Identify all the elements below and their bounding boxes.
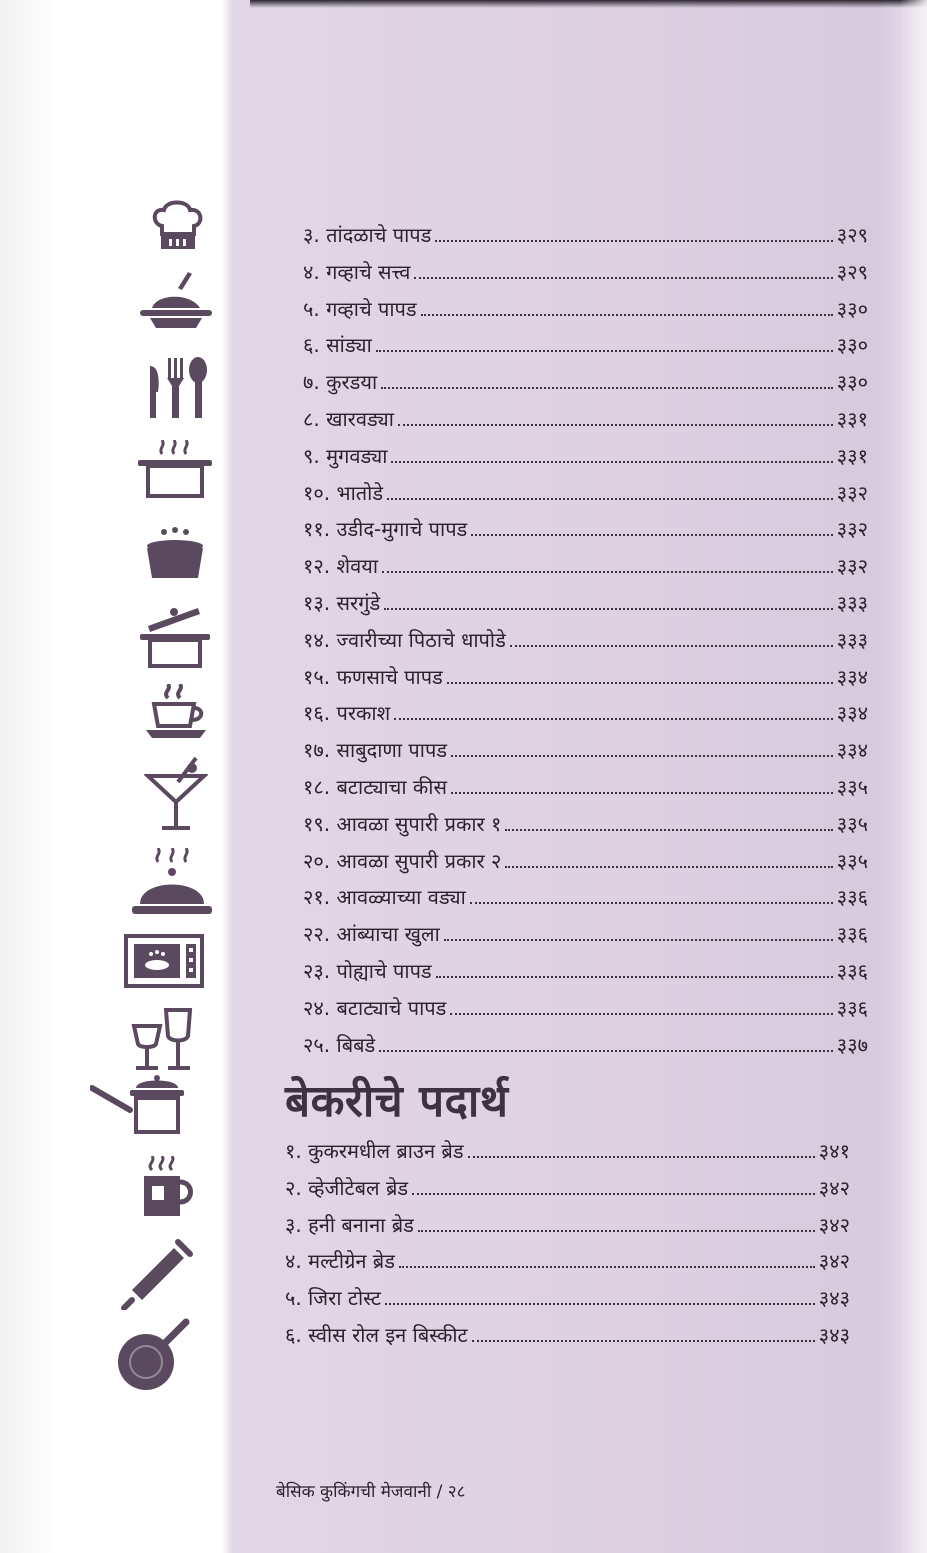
toc-entry (303, 433, 868, 469)
toc-entry (303, 543, 868, 579)
toc-entry-page: ३४२ (818, 1249, 850, 1274)
toc-entry (303, 617, 868, 653)
toc-entry (303, 322, 868, 358)
toc-entry-number: ५. (303, 296, 327, 321)
toc-entry-title: कुकरमधील ब्राउन ब्रेड (308, 1139, 464, 1163)
rolling-pin-icon (120, 1236, 196, 1310)
toc-entry-number: १४. (303, 627, 337, 652)
toc-entry-page: ३३५ (836, 775, 868, 799)
toc-entry-page: ३४२ (818, 1175, 850, 1200)
dot-leader (471, 534, 833, 536)
cocktail-glass-icon (144, 756, 208, 832)
toc-entry (285, 1275, 850, 1311)
toc-entry-number: १७. (303, 738, 337, 763)
toc-entry-number: १५. (303, 664, 337, 689)
toc-entry-page: ३३२ (836, 517, 868, 542)
dot-leader (435, 240, 832, 242)
toc-entry-page: ३३० (836, 296, 868, 321)
toc-entry-number: १०. (303, 480, 337, 505)
toc-entry-title: हनी बनाना ब्रेड (308, 1212, 414, 1237)
dot-leader (444, 939, 833, 941)
toc-entry-number: २. (285, 1175, 309, 1200)
toc-entry-page: ३३४ (836, 701, 868, 726)
toc-entry-number: ६. (303, 333, 327, 358)
toc-entry (303, 470, 868, 506)
scan-top-shadow (250, 0, 927, 8)
toc-entry-page: ३३१ (836, 407, 868, 431)
toc-entry-page: ३३० (836, 333, 868, 358)
toc-entry-number: २०. (303, 848, 337, 873)
toc-entry-page: ३३७ (836, 1032, 868, 1057)
toc-entry-number: ७. (303, 370, 327, 395)
toc-entry-number: १२. (303, 554, 337, 579)
toc-entry (285, 1238, 850, 1274)
toc-entry-number: २५. (303, 1032, 337, 1057)
toc-entry (303, 654, 868, 690)
dot-leader (398, 424, 833, 426)
toc-entry-title: मल्टीग्रेन ब्रेड (308, 1249, 395, 1274)
toc-entry (303, 948, 868, 984)
toc-entry-title: खारवड्या (326, 407, 394, 431)
dot-leader (385, 1303, 815, 1305)
dot-leader (384, 608, 833, 610)
wine-glasses-icon (130, 1006, 194, 1072)
page-footer: बेसिक कुकिंगची मेजवानी / २८ (276, 1482, 466, 1502)
toc-entry-number: ६. (285, 1323, 309, 1347)
toc-entry (303, 580, 868, 616)
toc-entry-title: स्वीस रोल इन बिस्कीट (308, 1323, 468, 1347)
toc-entry-page: ३३२ (836, 554, 868, 579)
toc-entry-number: २३. (303, 959, 337, 983)
toc-entry-title: कुरडया (326, 370, 378, 395)
toc-entry-title: भातोडे (336, 480, 384, 505)
dot-leader (387, 498, 833, 500)
dot-leader (391, 461, 832, 463)
toc-entry-title: परकाश (336, 701, 391, 726)
dot-leader (505, 866, 832, 868)
dot-leader (505, 829, 832, 831)
dot-leader (510, 645, 833, 647)
kitchen-icon-column (90, 190, 230, 1410)
toc-entry-title: फणसाचे पापड (336, 664, 443, 689)
toc-entry-title: बटाट्याचा कीस (336, 775, 447, 799)
toc-entry-page: ३३५ (836, 811, 868, 836)
cloche-icon (130, 848, 214, 916)
toc-entry-number: १६. (303, 701, 337, 726)
toc-entry-number: २२. (303, 922, 337, 947)
toc-entry-title: ज्वारीच्या पिठाचे धापोडे (336, 627, 506, 652)
toc-entry (303, 690, 868, 726)
toc-entry-title: गव्हाचे पापड (326, 296, 417, 321)
toc-entry-page: ३३६ (836, 885, 868, 910)
toc-entry-title: बटाट्याचे पापड (336, 995, 447, 1020)
toc-entry-number: १३. (303, 591, 337, 615)
toc-entry (303, 249, 868, 285)
toc-entry (303, 838, 868, 874)
toc-entry-page: ३३० (836, 370, 868, 395)
section-heading: बेकरीचे पदार्थ (285, 1076, 509, 1127)
toc-entry-page: ३३६ (836, 922, 868, 947)
dot-leader (412, 1193, 815, 1195)
toc-entry-title: मुगवड्या (326, 443, 388, 468)
dot-leader (394, 718, 833, 720)
toc-entry-title: गव्हाचे सत्त्व (326, 259, 411, 284)
toc-entry-title: आवळा सुपारी प्रकार २ (336, 848, 502, 873)
steaming-pot-icon (136, 440, 214, 498)
toc-entry-page: ३३६ (836, 959, 868, 983)
dot-leader (379, 1050, 833, 1052)
toc-entry (303, 727, 868, 763)
cutlery-icon (146, 356, 210, 420)
toc-entry-number: ४. (285, 1249, 309, 1274)
toc-entry-title: आंब्याचा खुला (336, 922, 440, 947)
dot-leader (436, 976, 833, 978)
toc-entry-number: ९. (303, 443, 327, 468)
toc-entry-page: ३३३ (836, 627, 868, 652)
toc-entry-title: तांदळाचे पापड (326, 223, 432, 247)
toc-entry-page: ३३६ (836, 995, 868, 1020)
toc-entry (285, 1165, 850, 1201)
toc-entry (285, 1202, 850, 1238)
toc-entry (303, 506, 868, 542)
page-right-edge (900, 0, 927, 1553)
dot-leader (414, 277, 832, 279)
dot-leader (468, 1156, 815, 1158)
toc-entry-title: सरगुंडे (336, 591, 381, 615)
dot-leader (470, 902, 833, 904)
toc-entry (303, 212, 868, 248)
dot-leader (447, 682, 833, 684)
toc-entry-title: उडीद-मुगाचे पापड (336, 517, 468, 542)
toc-entry-title: आवळ्याच्या वड्या (336, 885, 466, 910)
toc-entry-number: ११. (303, 517, 337, 542)
dot-leader (451, 792, 833, 794)
toc-entry-title: व्हेजीटेबल ब्रेड (308, 1175, 409, 1200)
toc-entry-number: १९. (303, 811, 337, 836)
toc-entry-title: साबुदाणा पापड (336, 738, 448, 763)
toc-entry (303, 286, 868, 322)
toc-entry-number: २१. (303, 885, 337, 910)
dot-leader (418, 1230, 815, 1232)
toc-entry-page: ३२९ (836, 223, 868, 247)
toc-entry-title: आवळा सुपारी प्रकार १ (336, 811, 502, 836)
chef-hat-icon (150, 200, 206, 252)
dot-leader (421, 314, 833, 316)
toc-entry-title: सांड्या (326, 333, 372, 358)
toc-entry (303, 359, 868, 395)
pot-with-lid-icon (138, 602, 212, 668)
dot-leader (472, 1340, 815, 1342)
toc-entry-page: ३३४ (836, 664, 868, 689)
toc-entry-page: ३४१ (818, 1139, 850, 1163)
toc-entry-number: ४. (303, 259, 327, 284)
toc-entry-title: बिबडे (336, 1032, 376, 1057)
toc-entry (303, 396, 868, 432)
toc-entry-page: ३३१ (836, 443, 868, 468)
dot-leader (399, 1266, 815, 1268)
toc-entry-page: ३३५ (836, 848, 868, 873)
toc-entry-number: ५. (285, 1286, 309, 1311)
microwave-icon (124, 934, 204, 990)
hot-mug-icon (140, 1156, 196, 1218)
toc-entry-number: १. (285, 1139, 309, 1163)
toc-entry (303, 911, 868, 947)
toc-entry-title: शेवया (336, 554, 379, 579)
dot-leader (450, 1013, 832, 1015)
toc-entry-page: ३४२ (818, 1212, 850, 1237)
saucepan-icon (90, 1074, 186, 1136)
toc-entry-page: ३३४ (836, 738, 868, 763)
dot-leader (451, 755, 833, 757)
dot-leader (382, 571, 833, 573)
toc-entry-number: २४. (303, 995, 337, 1020)
toc-entry (285, 1312, 850, 1348)
coffee-cup-icon (144, 684, 208, 740)
toc-entry (303, 801, 868, 837)
toc-entry-page: ३३३ (836, 591, 868, 615)
toc-entry-page: ३३२ (836, 480, 868, 505)
toc-entry-number: ३. (285, 1212, 309, 1237)
toc-entry (303, 764, 868, 800)
toc-entry (303, 985, 868, 1021)
dot-leader (381, 387, 833, 389)
toc-entry-title: पोह्याचे पापड (336, 959, 432, 983)
toc-entry-page: ३२९ (836, 259, 868, 284)
toc-entry (285, 1128, 850, 1164)
frying-pan-icon (116, 1318, 190, 1392)
toc-entry-number: ३. (303, 223, 327, 247)
toc-entry-title: जिरा टोस्ट (308, 1286, 381, 1311)
plated-food-icon (138, 270, 214, 330)
toc-entry-page: ३४३ (818, 1323, 850, 1347)
toc-entry (303, 1022, 868, 1058)
toc-entry-number: १८. (303, 775, 337, 799)
dot-leader (376, 350, 833, 352)
steaming-bowl-icon (142, 526, 208, 582)
toc-entry-number: ८. (303, 407, 327, 431)
toc-entry-page: ३४३ (818, 1286, 850, 1311)
toc-entry (303, 874, 868, 910)
